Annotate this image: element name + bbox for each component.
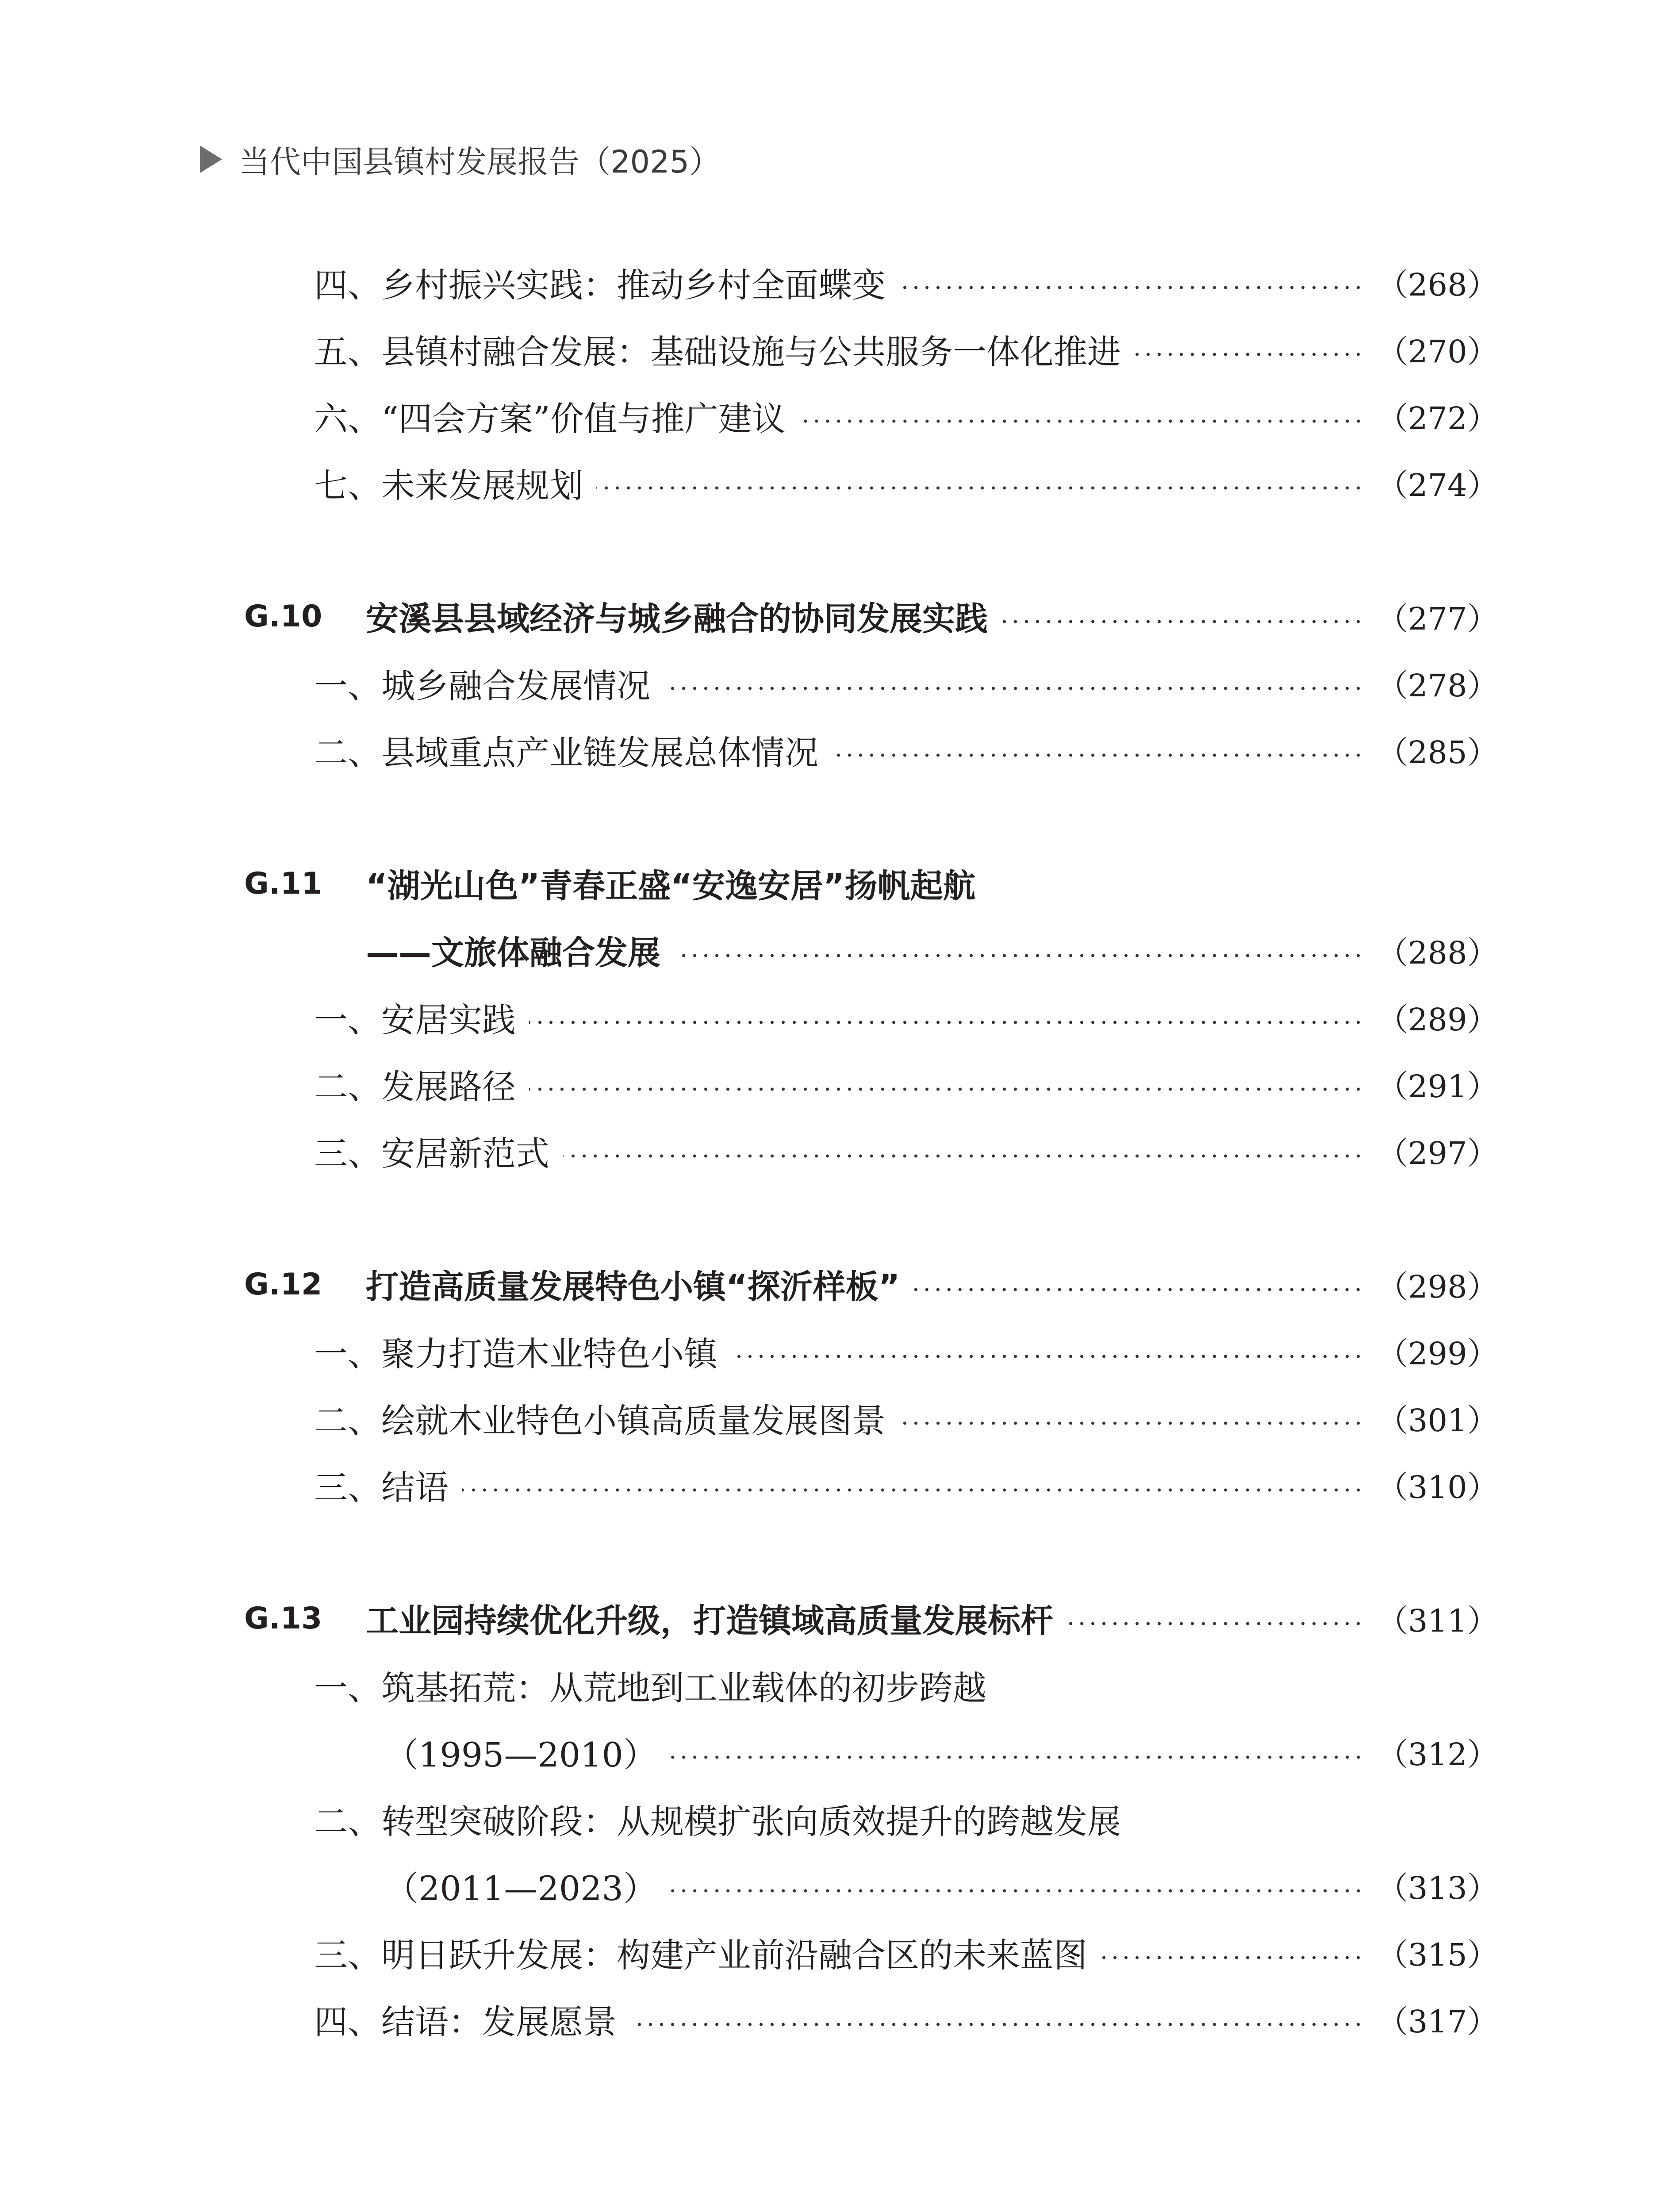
- dot-leader: [1101, 1955, 1364, 1960]
- toc-entry[interactable]: [314, 1060, 1498, 1108]
- chapter-number: G.13: [244, 1601, 322, 1636]
- dot-leader: [630, 2022, 1364, 2027]
- toc-entry[interactable]: [314, 1661, 1479, 1709]
- toc-entry[interactable]: [314, 1327, 1498, 1375]
- toc-entry-title: 三、安居新范式: [314, 1133, 549, 1173]
- dot-leader: [1134, 352, 1364, 357]
- toc-page-number: （270）: [1377, 333, 1498, 370]
- toc-entry-title: 一、安居实践: [314, 1000, 516, 1040]
- toc-page-number: （298）: [1377, 1268, 1498, 1305]
- toc-entry-title: 一、聚力打造木业特色小镇: [314, 1334, 717, 1374]
- toc-page-number: （315）: [1377, 1936, 1498, 1973]
- toc-entry-title: 一、筑基拓荒：从荒地到工业载体的初步跨越: [314, 1668, 986, 1708]
- toc-page-number: （288）: [1377, 934, 1498, 971]
- toc-entry[interactable]: [314, 458, 1498, 507]
- toc-page-number: （285）: [1377, 734, 1498, 771]
- toc-page-number: （310）: [1377, 1469, 1498, 1505]
- toc-page-number: （311）: [1377, 1602, 1498, 1639]
- chapter-number: G.11: [244, 866, 322, 901]
- toc-page-number: （289）: [1377, 1001, 1498, 1038]
- toc-entry[interactable]: [314, 1394, 1498, 1442]
- dot-leader: [462, 1488, 1364, 1492]
- dot-leader: [670, 1889, 1364, 1893]
- toc-entry[interactable]: [314, 1928, 1498, 1977]
- chapter-title: 工业园持续优化升级，打造镇域高质量发展标杆: [366, 1602, 1053, 1640]
- toc-page-number: （317）: [1377, 2003, 1498, 2040]
- toc-page-number: （301）: [1377, 1402, 1498, 1439]
- toc-page-number: （313）: [1377, 1870, 1498, 1906]
- toc-chapter-g10[interactable]: [244, 592, 1498, 641]
- toc-entry-title: 二、发展路径: [314, 1067, 516, 1106]
- toc-entry-title: 二、绘就木业特色小镇高质量发展图景: [314, 1401, 886, 1440]
- toc-page-number: （268）: [1377, 266, 1498, 303]
- dot-leader: [799, 419, 1364, 423]
- toc-entry[interactable]: [314, 325, 1498, 373]
- toc-chapter-g11[interactable]: [244, 859, 1479, 908]
- toc-entry[interactable]: [314, 1126, 1498, 1175]
- toc-entry[interactable]: [314, 1460, 1498, 1509]
- dot-leader: [596, 486, 1364, 490]
- toc-entry[interactable]: [314, 1995, 1498, 2043]
- toc-entry-title: 一、城乡融合发展情况: [314, 666, 650, 706]
- toc-entry-continuation[interactable]: [385, 1728, 1498, 1776]
- toc-page-number: （274）: [1377, 467, 1498, 503]
- toc-chapter-g13[interactable]: [244, 1594, 1498, 1643]
- running-title: 当代中国县镇村发展报告（2025）: [239, 143, 721, 180]
- toc-page-number: （297）: [1377, 1135, 1498, 1171]
- chapter-title: “湖光山色”青春正盛“安逸安居”扬帆起航: [366, 867, 976, 905]
- toc-entry-title: 六、“四会方案”价值与推广建议: [314, 399, 786, 438]
- dot-leader: [670, 1755, 1364, 1759]
- chapter-title: 打造高质量发展特色小镇“探沂样板”: [366, 1268, 900, 1306]
- toc-chapter-g11-subtitle[interactable]: [366, 926, 1498, 975]
- dot-leader: [1001, 619, 1364, 624]
- toc-entry-title: 四、乡村振兴实践：推动乡村全面蝶变: [314, 265, 886, 305]
- dot-leader: [674, 953, 1364, 958]
- toc-entry[interactable]: [314, 993, 1498, 1041]
- dot-leader: [1067, 1621, 1364, 1626]
- toc-entry[interactable]: [314, 258, 1498, 307]
- toc-entry-title: （1995—2010）: [385, 1735, 657, 1774]
- toc-entry[interactable]: [314, 659, 1498, 707]
- toc-entry[interactable]: [314, 392, 1498, 440]
- dot-leader: [529, 1087, 1364, 1091]
- dot-leader: [899, 1421, 1364, 1425]
- toc-page-number: （291）: [1377, 1068, 1498, 1105]
- toc-entry-title: （2011—2023）: [385, 1868, 657, 1908]
- toc-entry-title: 四、结语：发展愿景: [314, 2002, 617, 2042]
- dot-leader: [664, 686, 1364, 691]
- toc-page-number: （299）: [1377, 1335, 1498, 1372]
- chapter-title: 安溪县县域经济与城乡融合的协同发展实践: [366, 600, 988, 638]
- toc-entry-title: 三、明日跃升发展：构建产业前沿融合区的未来蓝图: [314, 1935, 1087, 1975]
- dot-leader: [899, 285, 1364, 290]
- toc-page-number: （278）: [1377, 667, 1498, 704]
- dot-leader: [913, 1287, 1364, 1292]
- toc-entry[interactable]: [314, 1794, 1479, 1843]
- toc-page-number: （277）: [1377, 600, 1498, 637]
- toc-chapter-g12[interactable]: [244, 1260, 1498, 1309]
- dot-leader: [731, 1354, 1364, 1359]
- toc-entry[interactable]: [314, 726, 1498, 774]
- toc-page-number: （312）: [1377, 1736, 1498, 1773]
- toc-entry-title: 五、县镇村融合发展：基础设施与公共服务一体化推进: [314, 332, 1121, 372]
- dot-leader: [563, 1154, 1364, 1158]
- toc-page-number: （272）: [1377, 400, 1498, 437]
- dot-leader: [529, 1020, 1364, 1025]
- dot-leader: [832, 753, 1364, 757]
- toc-entry-title: 七、未来发展规划: [314, 465, 583, 505]
- chapter-subtitle: ——文旅体融合发展: [366, 934, 660, 972]
- toc-entry-title: 二、县域重点产业链发展总体情况: [314, 733, 818, 772]
- toc-entry-title: 二、转型突破阶段：从规模扩张向质效提升的跨越发展: [314, 1801, 1121, 1841]
- chapter-number: G.10: [244, 599, 322, 634]
- toc-entry-title: 三、结语: [314, 1467, 449, 1507]
- toc-entry-continuation[interactable]: [385, 1861, 1498, 1910]
- chapter-number: G.12: [244, 1267, 322, 1302]
